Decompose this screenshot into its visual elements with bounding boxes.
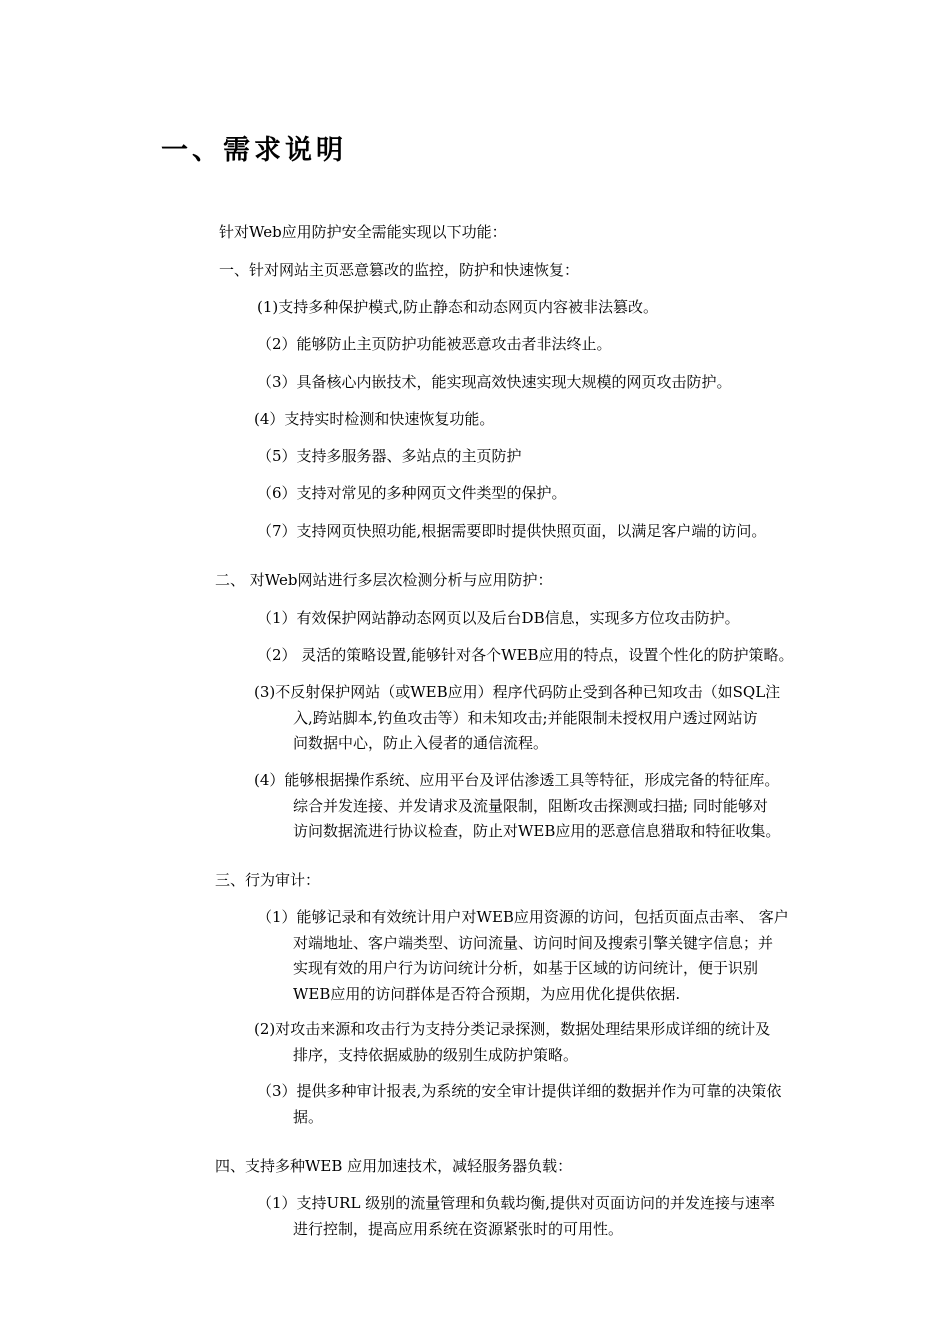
list-item-line: 据。 xyxy=(293,1107,324,1126)
section-title-1: 一、针对网站主页恶意篡改的监控，防护和快速恢复： xyxy=(219,261,580,279)
list-item: (1)支持多种保护模式,防止静态和动态网页内容被非法篡改。 xyxy=(257,298,659,316)
list-item: （6）支持对常见的多种网页文件类型的保护。 xyxy=(257,484,567,502)
list-item-line: （1）支持URL 级别的流量管理和负载均衡,提供对页面访问的并发连接与速率 xyxy=(257,1194,775,1212)
list-item-line: 问数据中心，防止入侵者的通信流程。 xyxy=(293,734,549,752)
list-item-line: 访问数据流进行协议检查，防止对WEB应用的恶意信息猎取和特征收集。 xyxy=(293,822,781,840)
list-item-line: (4）能够根据操作系统、应用平台及评估渗透工具等特征，形成完备的特征库。 xyxy=(254,771,780,789)
list-item-line: (3)不反射保护网站（或WEB应用）程序代码防止受到各种已知攻击（如SQL注 xyxy=(254,683,781,701)
list-item-line: WEB应用的访问群体是否符合预期，为应用优化提供依据. xyxy=(293,984,681,1003)
list-item: （2） 灵活的策略设置,能够针对各个WEB应用的特点，设置个性化的防护策略。 xyxy=(257,646,794,664)
list-item-line: 排序，支持依据威胁的级别生成防护策略。 xyxy=(293,1045,579,1064)
list-item-line: 入,跨站脚本,钓鱼攻击等）和未知攻击;并能限制未授权用户透过网站访 xyxy=(293,708,758,727)
list-item-line: （3）提供多种审计报表,为系统的安全审计提供详细的数据并作为可靠的决策依 xyxy=(257,1082,782,1100)
list-item: （7）支持网页快照功能,根据需要即时提供快照页面，以满足客户端的访问。 xyxy=(257,522,767,540)
page-title: 一、需求说明 xyxy=(161,135,347,166)
list-item-line: 综合并发连接、并发请求及流量限制，阻断攻击探测或扫描; 同时能够对 xyxy=(293,796,768,815)
list-item xyxy=(257,905,789,1007)
intro-text: 针对Web应用防护安全需能实现以下功能： xyxy=(219,223,507,241)
section-title-2: 二、 对Web网站进行多层次检测分析与应用防护： xyxy=(215,571,553,589)
list-item-line: 对端地址、客户端类型、访问流量、访问时间及搜索引擎关键字信息；并 xyxy=(293,933,774,952)
list-item xyxy=(254,680,780,757)
list-item-line: （1）能够记录和有效统计用户对WEB应用资源的访问，包括页面点击率、 客户 xyxy=(257,908,789,926)
list-item: （1）有效保护网站静动态网页以及后台DB信息，实现多方位攻击防护。 xyxy=(257,609,740,627)
section-title-3: 三、行为审计： xyxy=(215,871,321,889)
list-item xyxy=(257,1079,781,1130)
list-item-line: 进行控制，提高应用系统在资源紧张时的可用性。 xyxy=(293,1219,624,1238)
list-item xyxy=(254,1017,770,1068)
section-title-4: 四、支持多种WEB 应用加速技术，减轻服务器负载： xyxy=(215,1157,573,1175)
list-item: (4）支持实时检测和快速恢复功能。 xyxy=(254,410,495,428)
list-item-line: (2)对攻击来源和攻击行为支持分类记录探测，数据处理结果形成详细的统计及 xyxy=(254,1020,771,1038)
list-item xyxy=(254,768,780,845)
list-item: （3）具备核心内嵌技术，能实现高效快速实现大规模的网页攻击防护。 xyxy=(257,373,732,391)
list-item: （2）能够防止主页防护功能被恶意攻击者非法终止。 xyxy=(257,335,612,353)
list-item: （5）支持多服务器、多站点的主页防护 xyxy=(257,447,522,465)
list-item xyxy=(257,1191,775,1242)
list-item-line: 实现有效的用户行为访问统计分析，如基于区域的访问统计，便于识别 xyxy=(293,959,759,977)
